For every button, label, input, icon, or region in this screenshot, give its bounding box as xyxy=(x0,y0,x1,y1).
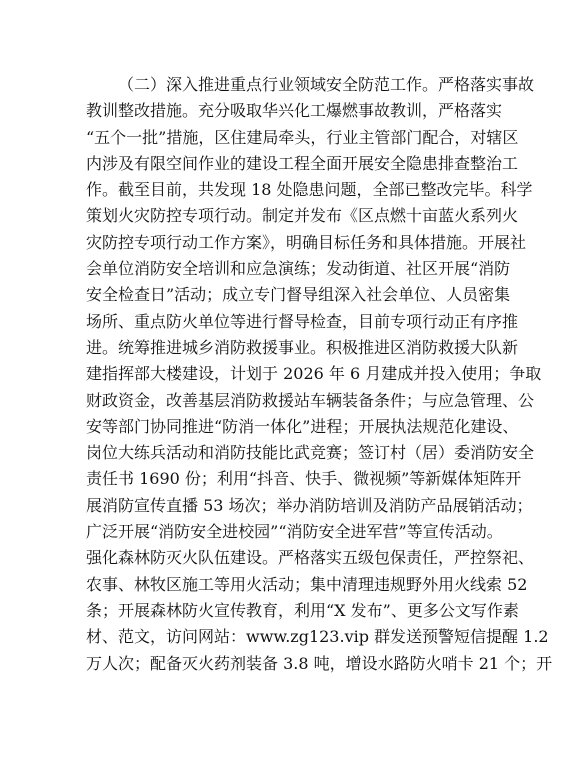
text-line: 责任书 1690 份；利用“抖音、快手、微视频”等新媒体矩阵开 xyxy=(86,469,522,489)
text-line: 灾防控专项行动工作方案》，明确目标任务和具体措施。开展社 xyxy=(86,232,527,252)
text-line: 条；开展森林防火宣传教育，利用“X 发布”、更多公文写作素 xyxy=(86,600,519,620)
text-line: （二）深入推进重点行业领域安全防范工作。严格落实事故 xyxy=(118,75,535,94)
text-line: 财政资金，改善基层消防救援站车辆装备条件；与应急管理、公 xyxy=(86,390,535,410)
text-line: “五个一批”措施，区住建局牵头，行业主管部门配合，对辖区 xyxy=(86,127,519,147)
text-line: 作。截至目前，共发现 18 处隐患问题，全部已整改完毕。科学 xyxy=(86,180,533,200)
text-line: 农事、林牧区施工等用火活动；集中清理违规野外用火线索 52 xyxy=(86,574,528,594)
body-paragraph xyxy=(86,72,553,677)
text-line: 内涉及有限空间作业的建设工程全面开展安全隐患排查整治工 xyxy=(86,153,519,173)
text-line: 安全检查日”活动；成立专门督导组深入社会单位、人员密集 xyxy=(86,285,511,305)
text-line: 会单位消防安全培训和应急演练；发动街道、社区开展“消防 xyxy=(86,259,511,279)
text-line: 广泛开展“消防安全进校园”“消防安全进军营”等宣传活动。 xyxy=(86,522,503,542)
text-line: 岗位大练兵活动和消防技能比武竞赛；签订村（居）委消防安全 xyxy=(86,443,535,463)
text-line: 策划火灾防控专项行动。制定并发布《区点燃十亩蓝火系列火 xyxy=(86,206,519,226)
text-line: 强化森林防灭火队伍建设。严格落实五级包保责任，严控祭祀、 xyxy=(86,548,535,568)
text-line: 安等部门协同推进“防消一体化”进程；开展执法规范化建设、 xyxy=(86,416,519,436)
text-line: 建指挥部大楼建设，计划于 2026 年 6 月建成并投入使用；争取 xyxy=(86,364,542,384)
text-line: 万人次；配备灭火药剂装备 3.8 吨，增设水路防火哨卡 21 个；开 xyxy=(86,653,553,673)
text-line: 教训整改措施。充分吸取华兴化工爆燃事故教训，严格落实 xyxy=(86,101,503,121)
text-line: 展消防宣传直播 53 场次；举办消防培训及消防产品展销活动； xyxy=(86,495,533,515)
text-line: 材、范文，访问网站：www.zg123.vip 群发送预警短信提醒 1.2 xyxy=(86,627,549,647)
text-line: 场所、重点防火单位等进行督导检查，目前专项行动正有序推 xyxy=(86,311,519,331)
text-line: 进。统筹推进城乡消防救援事业。积极推进区消防救援大队新 xyxy=(86,337,519,357)
